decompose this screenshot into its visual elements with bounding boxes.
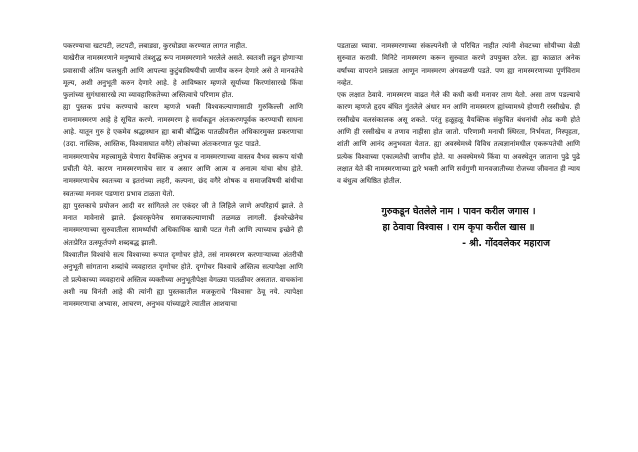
paragraph: पकरण्याचा खटपटी, लटपटी, लबाड्या, कुरघोड्या करण्यात लागत नाहीत. <box>63 41 248 50</box>
paragraph: पडताळा घ्यावा. नामस्मरणाच्या संकल्पनेशी जे परिचित नाहीत त्यांनी शेवटच्या सोयीच्या वेळी सुरुवात करावी. मिनिटे नामस्मरण करून सुरुवात करणे उपयुक्त ठरेल. ह्या काळात अनेक वर्षांच्या वापराने प्रसन्नता आणून नामस्मरण अंगवळणी पडते. पण ह्या नामस्मरणाच्या पूर्णविराम नव्हेत. <box>337 41 580 87</box>
right-text-column <box>337 40 580 252</box>
paragraph: ह्या पुस्तकाचे प्रयोजन आदी वर सांगितले तर एकंदर जी ते लिहिले जाणे अपरिहार्य झाले. ते मनात मावेनासे झाले. ईश्वरकृपेनेच समाजकल्याणाची तळमळ लागली. ईश्वरेच्छेनेच नामस्मरणाच्या सुरुवातीला सामर्थ्यांची अधिकाधिक खात्री पटत गेली आणि त्याच्याच इच्छेने ही अंतःप्रेरित उत्स्फूर्तपणे शब्दबद्ध झाली. <box>63 200 303 247</box>
paragraph: नामस्मरणाचेच महत्त्वामुळे येणारा वैयक्तिक अनुभव व नामस्मरणाच्या वास्तव वैभव स्वरूप यांची प्रचीती येते. कारण नामस्मरणाचेच सार व असार आणि आत्म व अनात्म यांचा बोध होते. नामस्मरणाचेच स्वतःच्या व इतरांच्या लहरी, कल्पना, छंद वगैरे शोषक व समाजविषयी बांधीचा स्वतःच्या मनावर पडणारा प्रभाव टाळता येतो. <box>63 151 303 198</box>
paragraph: विश्वातील विश्वांचे सत्य विश्वाच्या रूपात दृग्गोचर होते, तसं नामस्मरण करणाऱ्याच्या अंतरीची अनुभूती सांगताना शब्दांचे व्यवहारात दृग्गोचर होते. दृग्गोचर विश्वाचे अस्तित्व सत्यापेक्षा आणि तो प्रत्येकाच्या व्यवहाराचे अस्तित्व व्यक्तीच्या अनुभूतीपेक्षा वेगळ्या पातळीवर असतात. वाचकांना अशी नम्र विनंती आहे की त्यांनी ह्या पुस्तकातील मजकूराचे 'विश्वास' ठेवू नये. त्यापेक्षा नामस्मरणाचा अभ्यास, आचरण, अनुभव यांच्याद्वारे त्यातील आशयाचा <box>63 250 304 309</box>
quote-line: हा ठेवावा विश्वास । राम कृपा करील खास ॥ <box>382 221 535 233</box>
quote-block <box>337 204 580 252</box>
quote-line: गुरुकडून घेतलेले नाम । पावन करील जगास । <box>381 205 536 217</box>
paragraph: एक लक्षात ठेवावे. नामस्मरण वाढत गेले की कधी कधी मनावर ताण येतो. असा ताण पडल्याचे कारण म्हणजे हृदय बंधित गुंतलेले अंधार मन आणि नामस्मरण ह्यांच्यामध्ये होणारी रस्सीखेच. ही रस्सीखेच वलसंकालक असू शकते. परंतु हळूहळू वैयक्तिक संकुचित बंधनांची ओढ कमी होते आणि ही रस्सीखेच व तणाव नाहीसा होत जातो. परिणामी मनाची स्थिरता, निर्भयता, निस्पृहता, शांती आणि आनंद अनुभवता येतात. ह्या अवस्थेमध्ये विविध तत्वज्ञानांमधील एकरूपतेची आणि प्रत्येक विश्वाच्या एकात्मतेची जाणीव होते. या अवस्थेमध्ये किंवा या अवस्थेतून जाताना पुढे पुढे लक्षात येते की नामस्मरणाच्या द्वारे भक्ती आणि सर्वगुणी मानवजातीच्या रोजच्या जीवनात ही न्याय व बंधुत्व अधिष्ठित होतील. <box>337 90 580 186</box>
quote-author: - श्री. गोंदवलेकर महाराज <box>462 237 550 249</box>
left-text-column <box>63 40 303 311</box>
paragraph: याखेरीज नामस्मरणाने मनुष्याचे तंत्रशुद्ध रूप नामस्मरणाने भरलेले असते. स्वतःशी लढून होणाऱ्या प्रवासाची अंतिम फलश्रुती आणि आपल्या कुटुंबाविषयीची जाणीव करुन देणारे असे ते मानवतेचे मूल्य, अशी अनुभूती करुन देणारे आहे. हे आविष्कार म्हणजे सूर्याच्या किरणांसारखे किंवा फुलांच्या सुगंधासारखे त्या व्यावहारिकतेच्या अस्तित्वाचे परिणाम होत. <box>63 53 303 100</box>
paragraph: ह्या पुस्तक प्रपंच करण्याचे कारण म्हणजे भक्ती विश्वकल्याणासाठी गुरुकिल्ली आणि रामनामस्मरण आहे हे सूचित करणे. नामस्मरण हे सर्वांकडून अंतःकरणपूर्वक करण्याची साधना आहे. यातून गुरु हे एकमेव श्रद्धास्थान ह्या बाबी बौद्धिक पातळीवरील अधिकारमुक्त प्रकरणाचा (उदा. नास्तिक, आस्तिक, विश्वासघात वगैरे) लोकांच्या अंतःकरणात फूट पाडते. <box>63 102 303 149</box>
